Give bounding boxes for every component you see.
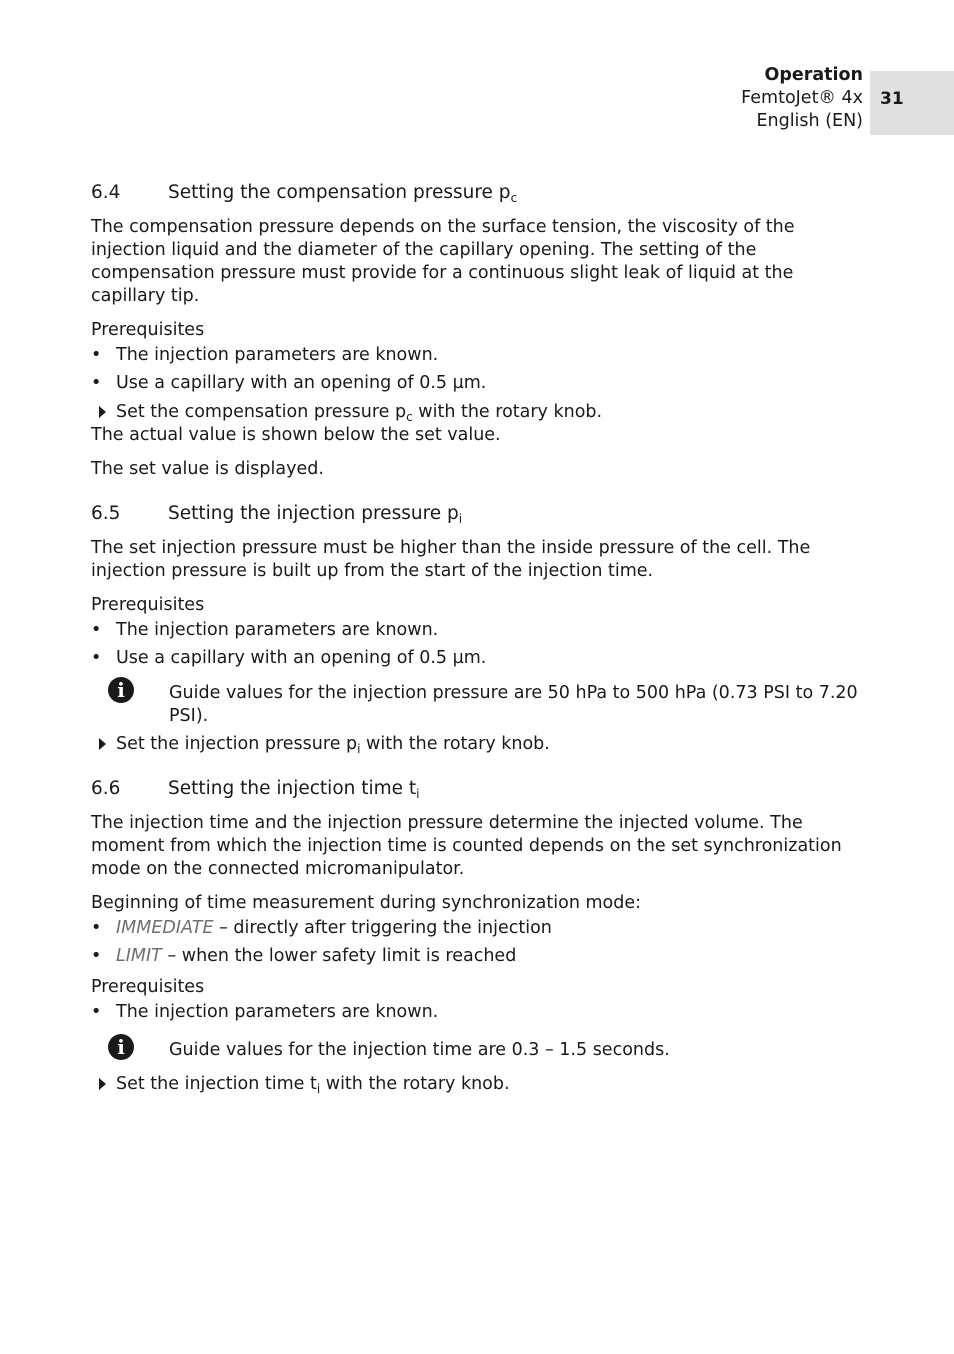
page-content (91, 180, 866, 1096)
list-item: • Use a capillary with an opening of 0.5 µm. (91, 370, 866, 398)
step-arrow-icon (99, 1078, 106, 1090)
info-note (91, 678, 866, 728)
prerequisites-heading: Prerequisites (91, 595, 205, 615)
section-title-subscript: c (510, 191, 518, 205)
info-icon: i (108, 1034, 134, 1060)
prerequisites-heading: Prerequisites (91, 320, 205, 340)
instruction-step: Set the compensation pressure $p_c$ with the rotary knob. (91, 401, 866, 424)
chapter-title: Operation (764, 65, 863, 85)
step-result: The actual value is shown below the set value. (91, 425, 501, 445)
note-text: Guide values for the injection time are 0.3 – 1.5 seconds. (169, 1039, 670, 1060)
prerequisites-list (91, 342, 866, 397)
step-result: The set value is displayed. (91, 459, 324, 479)
section-title: Setting the injection time t (168, 778, 417, 799)
page-number-tab (870, 71, 954, 135)
modes-heading: Beginning of time measurement during synchronization mode: (91, 893, 642, 913)
mode-name: IMMEDIATE (116, 918, 214, 938)
list-item: • IMMEDIATE – directly after triggering the injection (91, 915, 866, 943)
section-heading-6-6 (91, 776, 866, 802)
list-item: • The injection parameters are known. (91, 342, 866, 370)
prerequisites-list (91, 999, 866, 1027)
info-note (91, 1034, 866, 1062)
section-intro: The injection time and the injection pressure determine the injected volume. The moment from which the injection time is counted depends on the set synchronization mode on the connected micromanipulator. (91, 813, 842, 879)
instruction-step: Set the injection pressure $p_i$ with the rotary knob. (91, 733, 866, 756)
list-item: • Use a capillary with an opening of 0.5 µm. (91, 645, 866, 673)
prerequisites-list (91, 617, 866, 672)
section-title-subscript: i (458, 512, 463, 526)
list-item: • LIMIT – when the lower safety limit is reached (91, 943, 866, 971)
product-name: FemtoJet® 4x (741, 88, 863, 108)
instruction-step: Set the injection time $t_i$ with the rotary knob. (91, 1073, 866, 1096)
section-number: 6.6 (91, 778, 121, 799)
modes-list (91, 915, 866, 970)
page-number: 31 (880, 89, 904, 109)
note-text: Guide values for the injection pressure are 50 hPa to 500 hPa (0.73 PSI to 7.20 PSI). (169, 683, 858, 726)
running-header (741, 64, 863, 133)
mode-name: LIMIT (116, 945, 162, 966)
section-intro: The set injection pressure must be higher than the inside pressure of the cell. The injection pressure is built up from the start of the injection time. (91, 538, 811, 581)
section-number: 6.5 (91, 503, 121, 524)
step-arrow-icon (99, 738, 106, 750)
list-item: • The injection parameters are known. (91, 617, 866, 645)
prerequisites-heading: Prerequisites (91, 977, 205, 997)
section-title-subscript: i (416, 787, 420, 801)
section-title: Setting the injection pressure p (168, 503, 459, 524)
section-heading-6-5 (91, 501, 866, 527)
step-arrow-icon (99, 406, 106, 418)
section-title: Setting the compensation pressure p (168, 182, 511, 203)
list-item: • The injection parameters are known. (91, 999, 866, 1027)
section-number: 6.4 (91, 182, 121, 203)
info-icon: i (108, 677, 134, 703)
section-heading-6-4 (91, 180, 866, 206)
section-intro: The compensation pressure depends on the surface tension, the viscosity of the injection liquid and the diameter of the capillary opening. The setting of the compensation pressure must provide for a continuous slight leak of liquid at the capillary tip. (91, 217, 795, 306)
document-language: English (EN) (756, 111, 863, 131)
